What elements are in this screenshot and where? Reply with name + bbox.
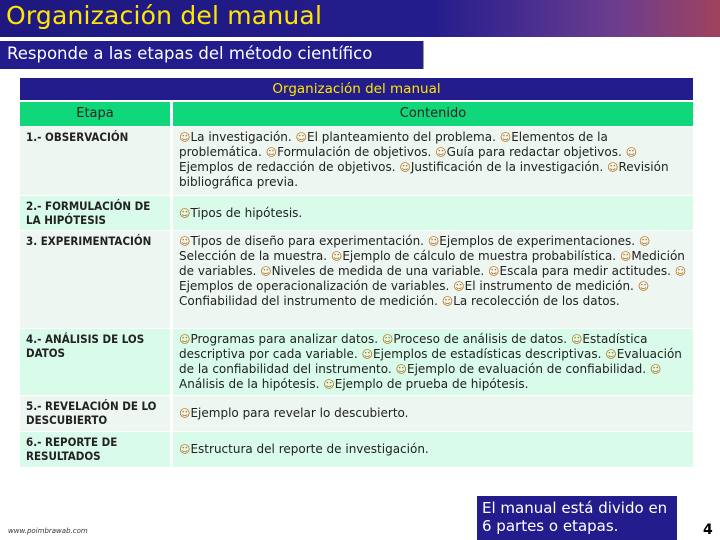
clock-bullet-icon: ☺ (179, 131, 191, 144)
etapa-cell: 4.- ANÁLISIS DE LOS DATOS (20, 329, 170, 395)
content-item: Ejemplo de prueba de hipótesis. (334, 377, 529, 391)
clock-bullet-icon: ☺ (179, 407, 191, 420)
content-item: Ejemplos de experimentaciones. (439, 234, 639, 248)
content-item: Justificación de la investigación. (410, 160, 607, 174)
content-item: Estadística descriptiva por cada variable. (179, 332, 648, 361)
content-item: Guía para redactar objetivos. (446, 145, 626, 159)
clock-bullet-icon: ☺ (605, 348, 617, 361)
clock-bullet-icon: ☺ (649, 363, 662, 376)
clock-bullet-icon: ☺ (638, 235, 651, 248)
table-row (20, 432, 693, 467)
content-item: Tipos de diseño para experimentación. (190, 234, 428, 248)
subtitle-box (0, 41, 424, 69)
clock-bullet-icon: ☺ (625, 146, 638, 159)
clock-bullet-icon: ☺ (619, 250, 632, 263)
clock-bullet-icon: ☺ (637, 280, 650, 293)
clock-bullet-icon: ☺ (179, 235, 191, 248)
content-item: Ejemplos de redacción de objetivos. (179, 160, 400, 174)
clock-bullet-icon: ☺ (179, 333, 191, 346)
column-header-contenido: Contenido (173, 102, 693, 126)
clock-bullet-icon: ☺ (570, 333, 583, 346)
content-item: Elementos de la problemática. (179, 130, 608, 159)
slide-title: Organización del manual (6, 1, 323, 30)
clock-bullet-icon: ☺ (260, 265, 272, 278)
content-item: Proceso de análisis de datos. (393, 332, 571, 346)
etapa-cell: 3. EXPERIMENTACIÓN (20, 231, 170, 328)
content-item: Formulación de objetivos. (277, 145, 436, 159)
clock-bullet-icon: ☺ (441, 295, 454, 308)
content-item: Programas para analizar datos. (190, 332, 382, 346)
etapa-cell: 5.- REVELACIÓN DE LO DESCUBIERTO (20, 396, 170, 431)
table-row (20, 329, 693, 395)
contenido-cell (173, 396, 693, 431)
content-item: Selección de la muestra. (179, 249, 331, 263)
content-item: La investigación. (190, 130, 296, 144)
contenido-cell (173, 231, 693, 328)
clock-bullet-icon: ☺ (435, 146, 447, 159)
content-item: Ejemplo para revelar lo descubierto. (190, 406, 409, 420)
clock-bullet-icon: ☺ (395, 363, 407, 376)
clock-bullet-icon: ☺ (295, 131, 307, 144)
clock-bullet-icon: ☺ (399, 161, 411, 174)
contenido-text (179, 206, 302, 221)
content-item: La recolección de los datos. (453, 294, 620, 308)
content-item: Ejemplos de operacionalización de variables. (179, 279, 454, 293)
clock-bullet-icon: ☺ (488, 265, 500, 278)
contenido-text (179, 332, 682, 391)
column-header-etapa: Etapa (20, 102, 170, 126)
contenido-text (179, 406, 408, 421)
content-item: Revisión bibliográfica previa. (179, 160, 669, 189)
content-item: Ejemplo de evaluación de confiabilidad. (407, 362, 650, 376)
footer-url: www.poimbrawab.com (8, 527, 88, 535)
clock-bullet-icon: ☺ (265, 146, 278, 159)
contenido-text (179, 130, 669, 189)
content-item: Ejemplos de estadísticas descriptivas. (373, 347, 606, 361)
clock-bullet-icon: ☺ (453, 280, 465, 293)
content-item: Niveles de medida de una variable. (271, 264, 489, 278)
content-item: Medición de variables. (179, 249, 685, 278)
clock-bullet-icon: ☺ (330, 250, 343, 263)
title-bar (0, 0, 720, 37)
content-item: Análisis de la hipótesis. (179, 377, 324, 391)
clock-bullet-icon: ☺ (427, 235, 440, 248)
contenido-text (179, 442, 429, 457)
etapa-cell: 1.- OBSERVACIÓN (20, 127, 170, 195)
content-item: Confiabilidad del instrumento de medición. (179, 294, 442, 308)
contenido-cell (173, 196, 693, 230)
clock-bullet-icon: ☺ (179, 206, 191, 220)
clock-bullet-icon: ☺ (606, 161, 619, 174)
content-item: Estructura del reporte de investigación. (190, 442, 429, 456)
table-row (20, 396, 693, 431)
clock-bullet-icon: ☺ (499, 131, 512, 144)
clock-bullet-icon: ☺ (361, 348, 373, 361)
contenido-cell (173, 127, 693, 195)
clock-bullet-icon: ☺ (323, 378, 335, 391)
slide-subtitle: Responde a las etapas del método científico (7, 44, 373, 63)
content-item: Escala para medir actitudes. (499, 264, 675, 278)
contenido-cell (173, 329, 693, 395)
note-box: El manual está divido en 6 partes o etapas. (477, 496, 677, 540)
table-row (20, 127, 693, 195)
content-item: Evaluación de la confiabilidad del instrumento. (179, 347, 682, 376)
etapa-cell: 6.- REPORTE DE RESULTADOS (20, 432, 170, 467)
content-item: Ejemplo de cálculo de muestra probabilística. (342, 249, 620, 263)
content-item: Tipos de hipótesis. (190, 205, 303, 220)
contenido-text (179, 234, 686, 308)
table-heading: Organización del manual (20, 78, 693, 100)
page-number: 4 (703, 522, 713, 538)
clock-bullet-icon: ☺ (179, 443, 191, 456)
table-row (20, 196, 693, 230)
content-item: El planteamiento del problema. (306, 130, 500, 144)
contenido-cell (173, 432, 693, 467)
etapa-cell: 2.- FORMULACIÓN DE LA HIPÓTESIS (20, 196, 170, 230)
content-item: El instrumento de medición. (464, 279, 638, 293)
table-row (20, 231, 693, 328)
clock-bullet-icon: ☺ (674, 265, 687, 278)
clock-bullet-icon: ☺ (381, 333, 394, 346)
